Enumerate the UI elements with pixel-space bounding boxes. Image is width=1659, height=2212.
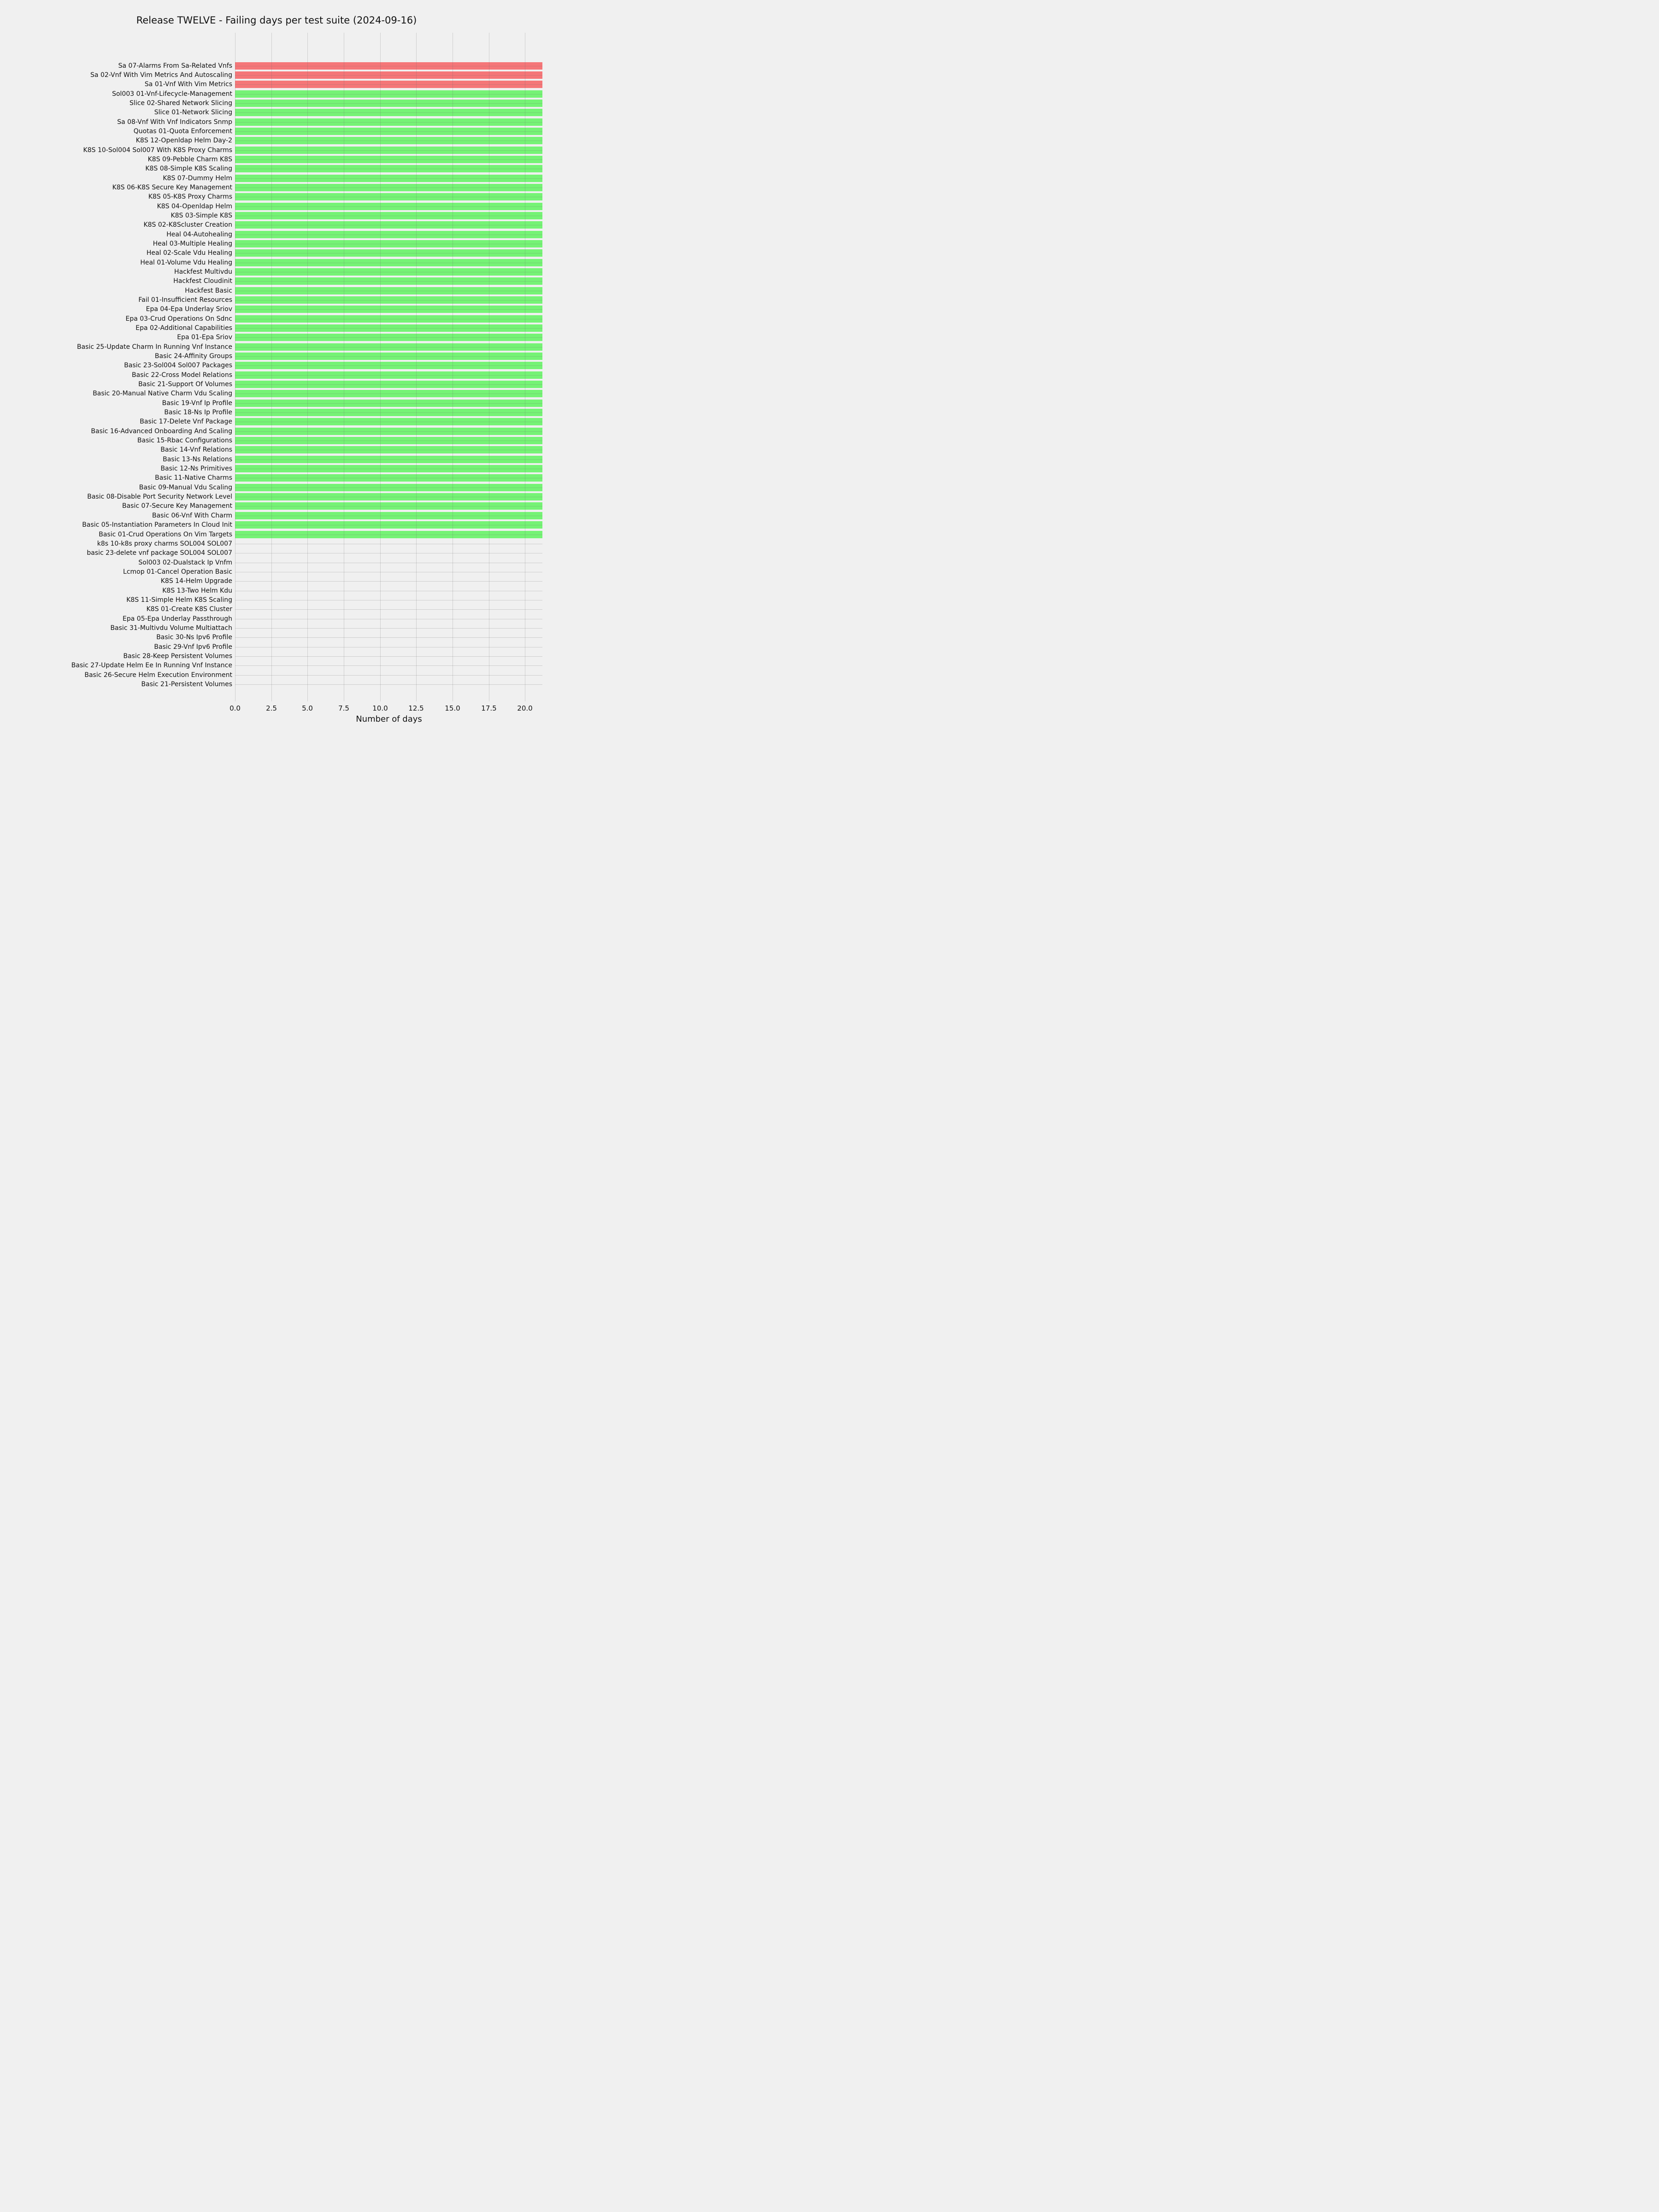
y-tick-label: K8S 03-Simple K8S — [171, 212, 232, 219]
y-tick-label: Basic 25-Update Charm In Running Vnf Instance — [76, 343, 232, 351]
chart-figure — [0, 0, 553, 737]
y-tick-label: Hackfest Multivdu — [174, 268, 232, 276]
gridline-horizontal — [235, 412, 542, 413]
y-tick-label: Epa 03-Crud Operations On Sdnc — [125, 315, 232, 323]
y-tick-label: K8S 01-Create K8S Cluster — [146, 606, 232, 613]
y-tick-label: Basic 01-Crud Operations On Vim Targets — [99, 531, 232, 538]
x-tick-label: 5.0 — [302, 704, 313, 712]
x-tick-label: 10.0 — [372, 704, 388, 712]
y-tick-label: Basic 28-Keep Persistent Volumes — [123, 653, 232, 660]
gridline-horizontal — [235, 375, 542, 376]
gridline-horizontal — [235, 150, 542, 151]
y-tick-label: Sa 01-Vnf With Vim Metrics — [144, 81, 232, 88]
gridline-horizontal — [235, 328, 542, 329]
y-tick-label: Basic 24-Affinity Groups — [154, 353, 232, 360]
y-tick-label: Basic 20-Manual Native Charm Vdu Scaling — [93, 390, 232, 397]
y-tick-label: Basic 26-Secure Helm Execution Environment — [84, 671, 232, 679]
x-tick-label: 0.0 — [229, 704, 241, 712]
gridline-horizontal — [235, 365, 542, 366]
y-tick-label: Basic 08-Disable Port Security Network Level — [87, 493, 232, 500]
gridline-horizontal — [235, 112, 542, 113]
y-tick-label: Sa 07-Alarms From Sa-Related Vnfs — [118, 62, 232, 70]
gridline-horizontal — [235, 356, 542, 357]
y-tick-label: Slice 02-Shared Network Slicing — [129, 100, 232, 107]
y-tick-label: K8S 06-K8S Secure Key Management — [112, 184, 232, 191]
gridline-horizontal — [235, 75, 542, 76]
x-tick-label: 15.0 — [445, 704, 460, 712]
y-tick-label: Basic 27-Update Helm Ee In Running Vnf Instance — [71, 662, 232, 669]
y-tick-label: K8S 12-Openldap Helm Day-2 — [135, 137, 232, 144]
y-tick-label: Slice 01-Network Slicing — [154, 109, 232, 116]
y-tick-label: Basic 05-Instantiation Parameters In Cloud Init — [82, 521, 232, 529]
y-tick-label: Basic 16-Advanced Onboarding And Scaling — [91, 428, 232, 435]
y-tick-label: Fail 01-Insufficient Resources — [138, 296, 232, 304]
y-tick-label: Quotas 01-Quota Enforcement — [133, 128, 232, 135]
y-tick-label: Heal 04-Autohealing — [166, 231, 232, 238]
y-tick-label: Basic 13-Ns Relations — [163, 456, 232, 463]
y-tick-label: Epa 04-Epa Underlay Sriov — [146, 306, 232, 313]
y-tick-label: Hackfest Basic — [185, 287, 232, 294]
y-tick-label: Heal 02-Scale Vdu Healing — [146, 249, 232, 257]
gridline-horizontal — [235, 609, 542, 610]
gridline-horizontal — [235, 637, 542, 638]
y-tick-label: Epa 01-Epa Sriov — [177, 334, 232, 341]
gridline-horizontal — [235, 84, 542, 85]
y-tick-label: Basic 11-Native Charms — [155, 474, 232, 482]
y-tick-label: Lcmop 01-Cancel Operation Basic — [123, 568, 232, 576]
gridline-horizontal — [235, 178, 542, 179]
gridline-horizontal — [235, 337, 542, 338]
x-tick-label: 20.0 — [517, 704, 533, 712]
y-tick-label: Basic 30-Ns Ipv6 Profile — [156, 634, 232, 641]
gridline-horizontal — [235, 403, 542, 404]
gridline-horizontal — [235, 665, 542, 666]
gridline-horizontal — [235, 684, 542, 685]
gridline-horizontal — [235, 628, 542, 629]
gridline-horizontal — [235, 459, 542, 460]
y-tick-label: K8S 14-Helm Upgrade — [160, 577, 232, 585]
y-tick-label: K8S 04-Openldap Helm — [157, 203, 232, 210]
gridline-vertical — [416, 33, 417, 701]
y-tick-label: Heal 01-Volume Vdu Healing — [140, 259, 232, 266]
y-tick-label: Sol003 02-Dualstack Ip Vnfm — [138, 559, 232, 566]
y-tick-label: K8S 11-Simple Helm K8S Scaling — [126, 596, 232, 604]
x-tick-label: 7.5 — [338, 704, 349, 712]
y-tick-label: K8S 07-Dummy Helm — [163, 175, 232, 182]
gridline-horizontal — [235, 103, 542, 104]
y-tick-label: Basic 06-Vnf With Charm — [152, 512, 232, 519]
y-tick-label: Basic 09-Manual Vdu Scaling — [139, 484, 232, 491]
y-tick-label: K8S 10-Sol004 Sol007 With K8S Proxy Charms — [83, 147, 232, 154]
y-tick-label: K8S 05-K8S Proxy Charms — [148, 193, 232, 200]
gridline-horizontal — [235, 581, 542, 582]
y-tick-label: Basic 18-Ns Ip Profile — [164, 409, 232, 416]
chart-title: Release TWELVE - Failing days per test suite (2024-09-16) — [136, 15, 417, 26]
gridline-horizontal — [235, 431, 542, 432]
gridline-horizontal — [235, 656, 542, 657]
gridline-horizontal — [235, 384, 542, 385]
gridline-horizontal — [235, 281, 542, 282]
y-tick-label: Basic 22-Cross Model Relations — [132, 371, 232, 379]
y-tick-label: Hackfest Cloudinit — [173, 277, 232, 285]
y-tick-label: Basic 19-Vnf Ip Profile — [162, 400, 232, 407]
y-tick-label: Basic 12-Ns Primitives — [160, 465, 232, 472]
y-tick-label: Heal 03-Multiple Healing — [153, 240, 232, 247]
y-tick-label: Epa 05-Epa Underlay Passthrough — [123, 615, 232, 623]
y-tick-label: Basic 31-Multivdu Volume Multiattach — [110, 624, 232, 632]
y-tick-label: Epa 02-Additional Capabilities — [135, 324, 232, 332]
gridline-vertical — [380, 33, 381, 701]
y-tick-label: basic 23-delete vnf package SOL004 SOL007 — [87, 549, 232, 557]
y-tick-label: Basic 29-Vnf Ipv6 Profile — [154, 643, 232, 651]
x-axis-title: Number of days — [356, 714, 422, 724]
y-tick-label: Basic 17-Delete Vnf Package — [140, 418, 232, 425]
y-tick-label: Sa 02-Vnf With Vim Metrics And Autoscaling — [90, 71, 232, 79]
y-tick-label: Basic 23-Sol004 Sol007 Packages — [124, 362, 232, 369]
y-tick-label: Basic 07-Secure Key Management — [122, 502, 232, 510]
x-tick-label: 2.5 — [266, 704, 277, 712]
y-tick-label: Sol003 01-Vnf-Lifecycle-Management — [112, 90, 232, 98]
y-tick-label: K8S 09-Pebble Charm K8S — [147, 156, 232, 163]
y-tick-label: K8S 08-Simple K8S Scaling — [145, 165, 232, 172]
gridline-horizontal — [235, 159, 542, 160]
y-tick-label: K8S 13-Two Helm Kdu — [162, 587, 232, 594]
y-tick-label: Basic 15-Rbac Configurations — [137, 437, 232, 444]
gridline-horizontal — [235, 131, 542, 132]
y-tick-label: Basic 21-Support Of Volumes — [138, 381, 232, 388]
gridline-horizontal — [235, 309, 542, 310]
y-tick-label: K8S 02-K8Scluster Creation — [143, 221, 232, 229]
y-tick-label: Basic 14-Vnf Relations — [160, 446, 232, 453]
gridline-horizontal — [235, 675, 542, 676]
gridline-vertical — [271, 33, 272, 701]
gridline-horizontal — [235, 206, 542, 207]
y-tick-label: Basic 21-Persistent Volumes — [141, 681, 232, 688]
x-tick-label: 12.5 — [408, 704, 424, 712]
gridline-horizontal — [235, 122, 542, 123]
x-tick-label: 17.5 — [481, 704, 497, 712]
y-tick-label: Sa 08-Vnf With Vnf Indicators Snmp — [117, 118, 232, 126]
gridline-vertical — [307, 33, 308, 701]
y-tick-label: k8s 10-k8s proxy charms SOL004 SOL007 — [97, 540, 232, 547]
